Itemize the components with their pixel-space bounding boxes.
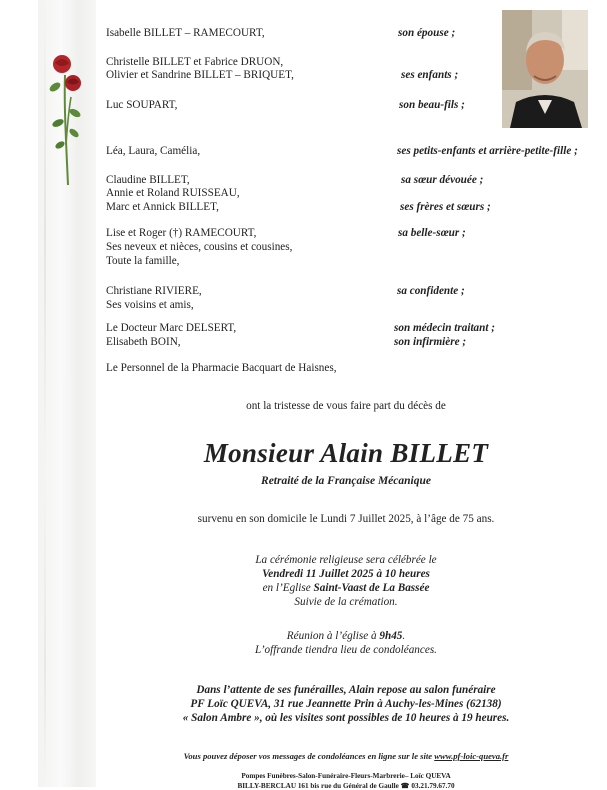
family-name: Toute la famille, xyxy=(106,255,180,267)
deceased-occupation: Retraité de la Française Mécanique xyxy=(261,475,431,487)
rose-icon xyxy=(38,45,88,190)
condolences-text: Vous pouvez déposer vos messages de condoléances en ligne sur le site xyxy=(183,751,435,761)
relation-label: son beau-fils ; xyxy=(399,99,465,111)
relation-label: sa sœur dévouée ; xyxy=(401,174,484,186)
relation-label: ses frères et sœurs ; xyxy=(400,201,491,213)
church-name: Saint-Vaast de La Bassée xyxy=(313,582,430,594)
family-name: Olivier et Sandrine BILLET – BRIQUET, xyxy=(106,69,294,81)
footer-address: BILLY-BERCLAU 161 bis rue du Général de Gaulle ☎ 03.21.79.67.70 xyxy=(237,782,455,790)
family-name: Luc SOUPART, xyxy=(106,99,178,111)
family-name: Le Personnel de la Pharmacie Bacquart de Haisnes, xyxy=(106,362,337,374)
family-name: Ses voisins et amis, xyxy=(106,299,194,311)
ceremony-place xyxy=(96,582,596,594)
relation-label: son épouse ; xyxy=(398,27,456,39)
relation-label: son infirmière ; xyxy=(394,336,467,348)
death-details: survenu en son domicile le Lundi 7 Juillet 2025, à l’âge de 75 ans. xyxy=(197,513,495,525)
funeral-home-visits: « Salon Ambre », où les visites sont possibles de 10 heures à 19 heures. xyxy=(182,712,510,724)
family-name: Lise et Roger (†) RAMECOURT, xyxy=(106,227,257,239)
meeting-hour: 9h45 xyxy=(379,630,403,642)
announcement-text: ont la tristesse de vous faire part du décès de xyxy=(246,400,446,412)
deceased-name: Monsieur Alain BILLET xyxy=(203,438,489,468)
meeting-time xyxy=(96,630,596,642)
condolences-note xyxy=(96,751,596,761)
ceremony-place-prefix: en l’Eglise xyxy=(262,582,314,594)
relation-label: sa belle-sœur ; xyxy=(398,227,466,239)
funeral-home-address: PF Loïc QUEVA, 31 rue Jeannette Prin à Auchy-les-Mines (62138) xyxy=(190,698,502,710)
ceremony-line: Suivie de la crémation. xyxy=(294,596,398,608)
footer-company: Pompes Funèbres-Salon-Funéraire-Fleurs-Marbrerie– Loïc QUEVA xyxy=(241,772,451,780)
offering-note: L’offrande tiendra lieu de condoléances. xyxy=(255,644,437,656)
ceremony-date: Vendredi 11 Juillet 2025 à 10 heures xyxy=(262,568,430,580)
deceased-portrait xyxy=(502,10,588,128)
relation-label: son médecin traitant ; xyxy=(394,322,496,334)
relation-label: ses petits-enfants et arrière-petite-fille ; xyxy=(397,145,578,157)
family-name: Christiane RIVIERE, xyxy=(106,285,202,297)
ceremony-line: La cérémonie religieuse sera célébrée le xyxy=(255,554,437,566)
family-name: Léa, Laura, Camélia, xyxy=(106,145,201,157)
family-name: Claudine BILLET, xyxy=(106,174,190,186)
family-name: Marc et Annick BILLET, xyxy=(106,201,219,213)
family-name: Le Docteur Marc DELSERT, xyxy=(106,322,237,334)
website-link[interactable]: www.pf-loic-queva.fr xyxy=(434,751,509,761)
meeting-suffix: . xyxy=(402,630,406,642)
meeting-prefix: Réunion à l’église à xyxy=(286,630,380,642)
family-name: Annie et Roland RUISSEAU, xyxy=(106,187,240,199)
family-name: Isabelle BILLET – RAMECOURT, xyxy=(106,27,265,39)
relation-label: sa confidente ; xyxy=(397,285,465,297)
family-name: Elisabeth BOIN, xyxy=(106,336,181,348)
funeral-home-line: Dans l’attente de ses funérailles, Alain repose au salon funéraire xyxy=(196,684,496,696)
family-name: Ses neveux et nièces, cousins et cousines, xyxy=(106,241,293,253)
family-name: Christelle BILLET et Fabrice DRUON, xyxy=(106,56,284,68)
relation-label: ses enfants ; xyxy=(401,69,459,81)
